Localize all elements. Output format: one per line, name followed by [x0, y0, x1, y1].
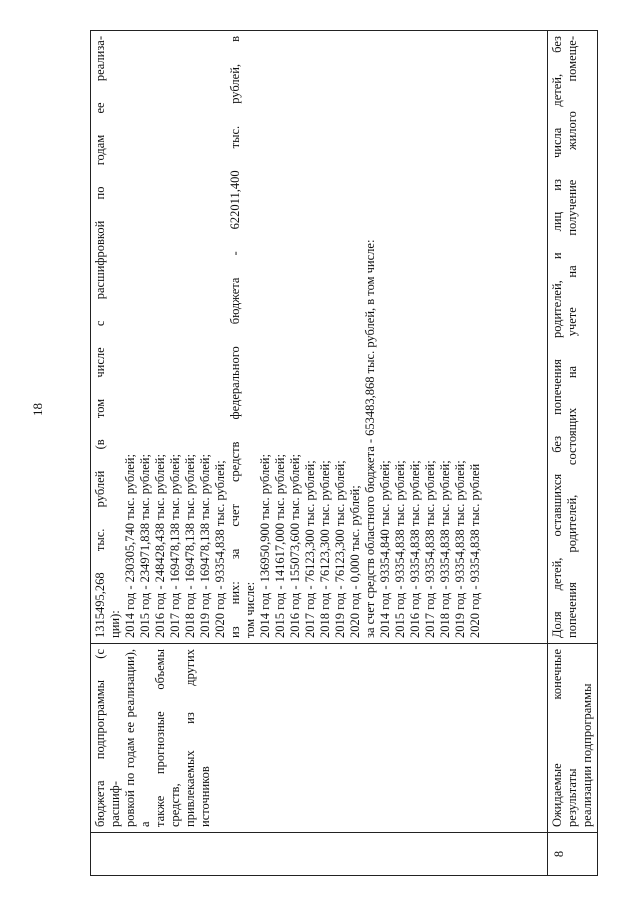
label-line: также прогнозные объемы средств, — [153, 649, 182, 827]
content-line: ции): — [108, 610, 122, 638]
content-line: том числе: — [243, 581, 257, 638]
content-line: попечения родителей, состоящих на учете на получение жилого помеще- — [565, 36, 579, 638]
table-row — [548, 31, 598, 876]
label-line: ровкой по годам ее реализации), а — [123, 649, 152, 827]
content-line: 2014 год - 93354,840 тыс. рублей; — [378, 460, 392, 638]
content-line: 2018 год - 76123,300 тыс. рублей; — [318, 460, 332, 638]
row-label-cell — [91, 644, 548, 833]
row-number-cell — [548, 833, 598, 876]
content-line: 2016 год - 93354,838 тыс. рублей; — [408, 460, 422, 638]
content-line: 2019 год - 76123,300 тыс. рублей; — [333, 460, 347, 638]
label-line: реализации подпрограммы — [580, 683, 594, 827]
content-line: 2018 год - 169478,138 тыс. рублей; — [183, 454, 197, 638]
content-line: за счет средств областного бюджета - 653483,868 тыс. рублей, в том числе: — [363, 239, 377, 638]
content-line: 2017 год - 76123,300 тыс. рублей; — [303, 460, 317, 638]
row-number-cell — [91, 833, 548, 876]
content-line: 2019 год - 169478,138 тыс. рублей; — [198, 454, 212, 638]
content-line: из них: за счет средств федерального бюджета - 622011,400 тыс. рублей, в — [228, 36, 242, 638]
row-content-cell — [548, 31, 598, 644]
row-number: 8 — [552, 850, 566, 858]
label-line: бюджета подпрограммы (с расшиф- — [93, 649, 122, 827]
content-line: 2017 год - 169478,138 тыс. рублей; — [168, 454, 182, 638]
content-line: 2020 год - 0,000 тыс. рублей; — [348, 485, 362, 638]
content-line: 2019 год - 93354,838 тыс. рублей; — [453, 460, 467, 638]
content-line: 2016 год - 248428,438 тыс. рублей; — [153, 454, 167, 638]
content-line: 2015 год - 234971,838 тыс. рублей; — [138, 454, 152, 638]
content-line: 2014 год - 136950,900 тыс. рублей; — [258, 454, 272, 638]
content-line: 2017 год - 93354,838 тыс. рублей; — [423, 460, 437, 638]
content-line: Доля детей, оставшихся без попечения родителей, и лиц из числа детей, без — [550, 36, 564, 638]
subprogram-passport-table — [90, 30, 598, 876]
label-line: привлекаемых из других источников — [183, 649, 212, 827]
content-line: 1315495,268 тыс. рублей (в том числе с расшифровкой по годам ее реализа- — [93, 36, 107, 638]
content-line: 2020 год - 93354,838 тыс. рублей — [468, 463, 482, 638]
content-line: 2014 год - 230305,740 тыс. рублей; — [123, 454, 137, 638]
row-label-cell — [548, 644, 598, 833]
table-row — [91, 31, 548, 876]
page-number: 18 — [30, 403, 45, 416]
label-line: Ожидаемые конечные результаты — [550, 649, 579, 827]
content-line: 2018 год - 93354,838 тыс. рублей; — [438, 460, 452, 638]
content-line: 2015 год - 93354,838 тыс. рублей; — [393, 460, 407, 638]
rotated-page-content — [90, 30, 594, 876]
content-line: 2015 год - 141617,000 тыс. рублей; — [273, 454, 287, 638]
content-line: 2016 год - 155073,600 тыс. рублей; — [288, 454, 302, 638]
row-content-cell — [91, 31, 548, 644]
content-line: 2020 год - 93354,838 тыс. рублей; — [213, 460, 227, 638]
